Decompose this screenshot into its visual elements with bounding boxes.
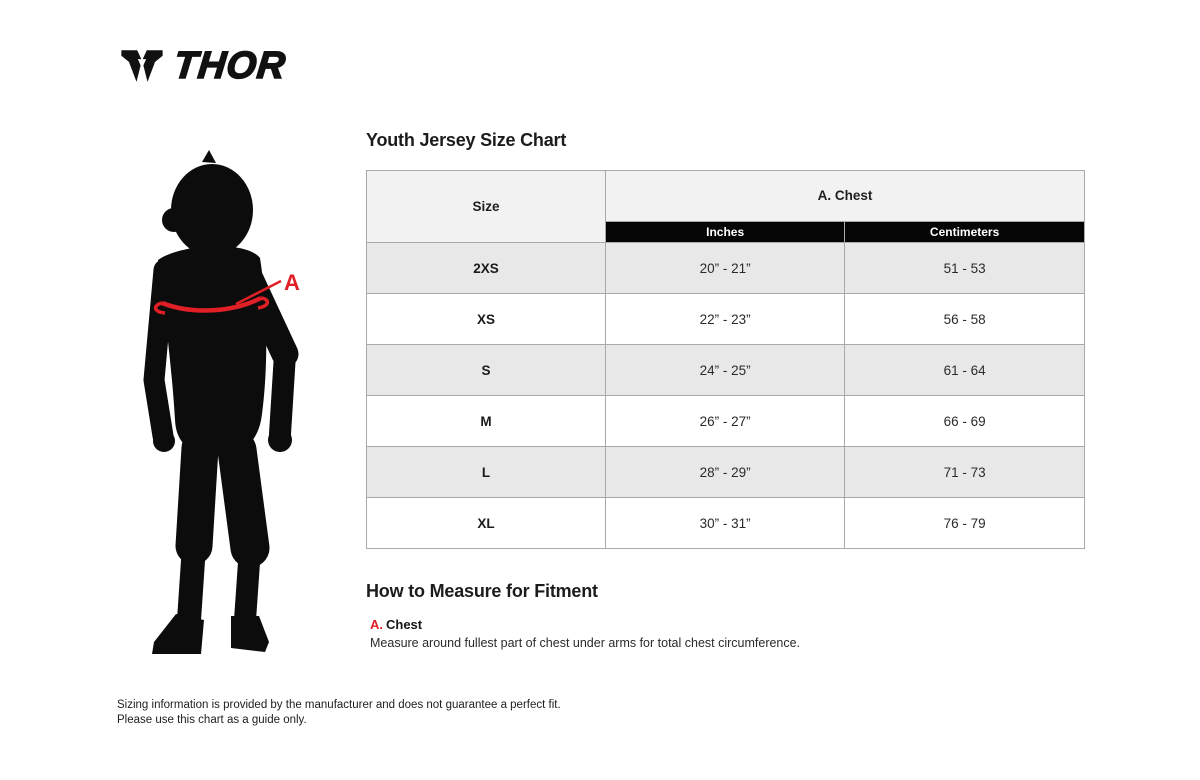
- brand-logo: [120, 42, 286, 90]
- size-value: XS: [367, 294, 606, 345]
- centimeters-value: 76 - 79: [845, 498, 1085, 549]
- size-value: L: [367, 447, 606, 498]
- page-title: Youth Jersey Size Chart: [366, 130, 567, 150]
- column-header-chest: A. Chest: [606, 171, 1085, 222]
- table-row: [367, 498, 1085, 549]
- size-value: XL: [367, 498, 606, 549]
- size-value: M: [367, 396, 606, 447]
- inches-value: 20” - 21”: [606, 243, 845, 294]
- column-header-inches: Inches: [606, 221, 845, 242]
- thor-falcon-icon: [120, 42, 164, 90]
- column-header-size: Size: [367, 171, 606, 243]
- measure-item-heading: [370, 617, 1010, 632]
- measure-section-title: How to Measure for Fitment: [366, 581, 598, 601]
- inches-value: 22” - 23”: [606, 294, 845, 345]
- table-row: [367, 447, 1085, 498]
- figure-label-a: A: [284, 270, 300, 295]
- centimeters-value: 66 - 69: [845, 396, 1085, 447]
- table-row: [367, 396, 1085, 447]
- centimeters-value: 71 - 73: [845, 447, 1085, 498]
- inches-value: 28” - 29”: [606, 447, 845, 498]
- table-row: [367, 294, 1085, 345]
- table-row: [367, 345, 1085, 396]
- inches-value: 30” - 31”: [606, 498, 845, 549]
- centimeters-value: 51 - 53: [845, 243, 1085, 294]
- measure-item-letter: A.: [370, 617, 383, 632]
- centimeters-value: 56 - 58: [845, 294, 1085, 345]
- disclaimer-line-2: Please use this chart as a guide only.: [117, 714, 307, 726]
- size-value: 2XS: [367, 243, 606, 294]
- column-header-centimeters: Centimeters: [845, 221, 1085, 242]
- size-table-container: [366, 170, 1085, 549]
- child-silhouette: [152, 150, 292, 654]
- inches-value: 26” - 27”: [606, 396, 845, 447]
- brand-wordmark: THOR: [171, 45, 288, 87]
- centimeters-value: 61 - 64: [845, 345, 1085, 396]
- table-row: [367, 243, 1085, 294]
- measure-item-description: Measure around fullest part of chest under arms for total chest circumference.: [370, 636, 801, 650]
- measure-item-name: Chest: [386, 617, 423, 632]
- size-value: S: [367, 345, 606, 396]
- disclaimer-line-1: Sizing information is provided by the manufacturer and does not guarantee a perfect fit.: [117, 699, 561, 711]
- inches-value: 24” - 25”: [606, 345, 845, 396]
- measure-item-chest: [370, 617, 1010, 650]
- child-silhouette-figure: [118, 148, 368, 672]
- sizing-disclaimer: [117, 698, 561, 728]
- size-table: [366, 170, 1085, 549]
- table-header-row: [367, 171, 1085, 222]
